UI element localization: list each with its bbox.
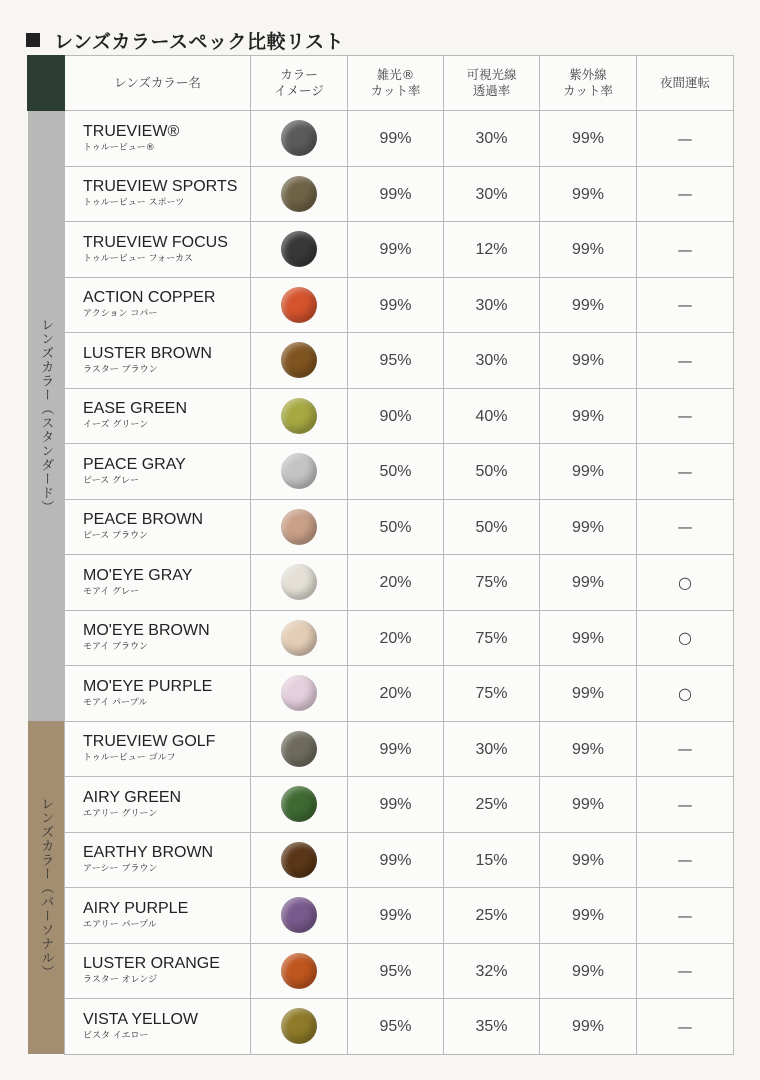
visible-transmittance-value: 50% [475,463,508,481]
group-label-text: レンズカラー（スタンダード） [38,318,54,514]
uv-cut-value: 99% [571,907,605,925]
group-label-personal [28,721,65,1054]
night-driving-cell [637,444,734,500]
lens-name-cell [65,721,251,777]
lens-spec-table [27,55,734,1055]
lens-name-cell [65,111,251,167]
visible-transmittance-value-cell [444,610,540,666]
uv-cut-value: 99% [571,407,605,425]
uv-cut-value-cell [540,166,637,222]
color-swatch [281,398,317,434]
uv-cut-value-cell [540,610,637,666]
glare-cut-value: 99% [379,185,412,203]
color-swatch [281,564,317,600]
visible-transmittance-value: 30% [475,352,508,370]
glare-cut-value: 99% [379,130,412,148]
visible-transmittance-value-cell [444,499,540,555]
lens-name-en: EASE GREEN [83,400,188,418]
visible-transmittance-value: 75% [475,574,508,592]
night-driving-value: ○ [678,572,692,592]
uv-cut-value: 99% [571,130,605,148]
uv-cut-value: 99% [571,463,605,481]
glare-cut-value: 20% [379,629,412,647]
color-image-cell [251,888,348,944]
visible-transmittance-value-cell [444,721,540,777]
lens-name-en: TRUEVIEW FOCUS [83,233,228,251]
color-image-cell [251,333,348,389]
color-image-cell [251,999,348,1055]
visible-transmittance-value-cell [444,555,540,611]
visible-transmittance-value-cell [444,333,540,389]
color-image-cell [251,777,348,833]
color-swatch [281,453,317,489]
uv-cut-value: 99% [571,352,605,370]
lens-name-cell [65,943,251,999]
lens-name-ja: エアリー グリーン [83,808,158,819]
night-driving-cell [637,999,734,1055]
night-driving-cell [637,166,734,222]
glare-cut-value: 95% [379,352,412,370]
uv-cut-value: 99% [571,518,605,536]
visible-transmittance-value-cell [444,444,540,500]
color-image-cell [251,832,348,888]
table-row [28,888,734,944]
lens-name-en: PEACE GRAY [83,455,186,473]
night-driving-cell [637,111,734,167]
glare-cut-value-cell [348,832,444,888]
uv-cut-value: 99% [571,962,605,980]
glare-cut-value-cell [348,166,444,222]
lens-name-ja: トゥルービュー スポーツ [83,198,185,209]
color-image-cell [251,499,348,555]
color-swatch [281,953,317,989]
table-body [28,111,734,1055]
table-row [28,555,734,611]
night-driving-cell [637,388,734,444]
lens-name-ja: エアリー パープル [83,919,157,930]
visible-transmittance-value: 30% [475,130,508,148]
table-row [28,832,734,888]
glare-cut-value-cell [348,943,444,999]
uv-cut-value: 99% [571,574,605,592]
color-image-cell [251,610,348,666]
color-image-cell [251,111,348,167]
uv-cut-value-cell [540,777,637,833]
header-glare-cut: 雑光® カット率 [348,56,444,111]
lens-name-en: TRUEVIEW SPORTS [83,178,238,196]
glare-cut-value: 99% [379,796,412,814]
night-driving-value: ○ [678,683,692,703]
header-color-image: カラー イメージ [251,56,348,111]
night-driving-value: — [677,185,693,204]
uv-cut-value: 99% [571,851,605,869]
glare-cut-value: 99% [379,296,412,314]
lens-name-en: MO'EYE GRAY [83,566,193,584]
visible-transmittance-value-cell [444,166,540,222]
visible-transmittance-value-cell [444,277,540,333]
night-driving-cell [637,555,734,611]
color-swatch [281,842,317,878]
glare-cut-value-cell [348,555,444,611]
glare-cut-value-cell [348,222,444,278]
table-row [28,721,734,777]
night-driving-value: — [677,351,693,370]
table-row [28,666,734,722]
lens-name-cell [65,277,251,333]
uv-cut-value: 99% [571,296,605,314]
visible-transmittance-value-cell [444,777,540,833]
color-image-cell [251,666,348,722]
lens-name-en: AIRY GREEN [83,788,182,806]
visible-transmittance-value-cell [444,888,540,944]
uv-cut-value-cell [540,943,637,999]
title-square-bullet [26,33,40,47]
uv-cut-value-cell [540,388,637,444]
glare-cut-value-cell [348,499,444,555]
glare-cut-value-cell [348,388,444,444]
visible-transmittance-value: 25% [475,907,508,925]
lens-name-en: EARTHY BROWN [83,844,214,862]
color-image-cell [251,388,348,444]
glare-cut-value: 50% [379,518,412,536]
lens-name-en: VISTA YELLOW [83,1010,199,1028]
lens-name-ja: モアイ ブラウン [83,642,149,653]
night-driving-value: — [677,129,693,148]
visible-transmittance-value-cell [444,388,540,444]
lens-name-ja: モアイ パープル [83,697,148,708]
glare-cut-value: 99% [379,851,412,869]
lens-name-cell [65,444,251,500]
glare-cut-value: 99% [379,241,412,259]
glare-cut-value-cell [348,777,444,833]
visible-transmittance-value: 30% [475,740,508,758]
uv-cut-value: 99% [571,1018,605,1036]
night-driving-value: — [677,518,693,537]
group-label-text: レンズカラー（パーソナル） [38,796,54,979]
glare-cut-value: 20% [379,685,412,703]
uv-cut-value-cell [540,333,637,389]
lens-name-en: PEACE BROWN [83,511,204,529]
visible-transmittance-value-cell [444,832,540,888]
night-driving-cell [637,721,734,777]
visible-transmittance-value: 32% [475,962,508,980]
header-color-name: レンズカラー名 [65,56,251,111]
night-driving-cell [637,888,734,944]
color-swatch [281,1008,317,1044]
glare-cut-value: 90% [379,407,412,425]
uv-cut-value: 99% [571,796,605,814]
visible-transmittance-value: 40% [475,407,508,425]
glare-cut-value-cell [348,277,444,333]
color-image-cell [251,943,348,999]
night-driving-value: — [677,962,693,981]
uv-cut-value-cell [540,832,637,888]
visible-transmittance-value: 35% [475,1018,508,1036]
visible-transmittance-value-cell [444,222,540,278]
uv-cut-value: 99% [571,629,605,647]
lens-name-ja: トゥルービュー ゴルフ [83,753,176,764]
color-swatch [281,176,317,212]
table-row [28,777,734,833]
lens-name-cell [65,499,251,555]
table-row [28,333,734,389]
lens-name-ja: アーシー ブラウン [83,864,158,875]
lens-name-cell [65,999,251,1055]
visible-transmittance-value: 15% [475,851,508,869]
lens-name-ja: ラスター ブラウン [83,364,158,375]
lens-name-en: LUSTER ORANGE [83,955,220,973]
glare-cut-value-cell [348,721,444,777]
visible-transmittance-value-cell [444,999,540,1055]
uv-cut-value-cell [540,721,637,777]
uv-cut-value-cell [540,222,637,278]
night-driving-value: — [677,906,693,925]
color-image-cell [251,555,348,611]
table-row [28,610,734,666]
color-swatch [281,509,317,545]
glare-cut-value-cell [348,610,444,666]
uv-cut-value: 99% [571,241,605,259]
lens-name-en: MO'EYE BROWN [83,622,210,640]
uv-cut-value-cell [540,999,637,1055]
night-driving-cell [637,499,734,555]
glare-cut-value-cell [348,333,444,389]
lens-name-en: MO'EYE PURPLE [83,677,213,695]
page-title [26,28,344,52]
glare-cut-value: 50% [379,463,412,481]
lens-name-ja: アクション コパー [83,309,158,320]
table-row [28,999,734,1055]
lens-name-en: TRUEVIEW® [83,122,180,140]
lens-name-cell [65,888,251,944]
glare-cut-value-cell [348,888,444,944]
lens-name-ja: ビスタ イエロー [83,1030,149,1041]
color-image-cell [251,166,348,222]
header-corner [28,56,65,111]
night-driving-cell [637,610,734,666]
lens-name-ja: トゥルービュー フォーカス [83,253,194,264]
lens-name-cell [65,832,251,888]
uv-cut-value-cell [540,499,637,555]
group-label-standard [28,111,65,722]
night-driving-value: ○ [678,628,692,648]
glare-cut-value-cell [348,999,444,1055]
color-image-cell [251,721,348,777]
color-swatch [281,675,317,711]
color-image-cell [251,277,348,333]
lens-name-cell [65,610,251,666]
uv-cut-value-cell [540,111,637,167]
glare-cut-value: 99% [379,740,412,758]
visible-transmittance-value: 12% [475,241,508,259]
night-driving-value: — [677,407,693,426]
lens-name-ja: トゥルービュー® [83,142,155,153]
night-driving-value: — [677,296,693,315]
glare-cut-value: 95% [379,962,412,980]
visible-transmittance-value-cell [444,111,540,167]
uv-cut-value-cell [540,555,637,611]
table-row [28,277,734,333]
color-swatch [281,620,317,656]
visible-transmittance-value: 25% [475,796,508,814]
header-row [28,56,734,111]
color-swatch [281,120,317,156]
table-row [28,943,734,999]
lens-name-ja: ラスター オレンジ [83,975,158,986]
visible-transmittance-value: 75% [475,685,508,703]
lens-name-cell [65,555,251,611]
lens-name-ja: イーズ グリーン [83,420,149,431]
lens-name-cell [65,222,251,278]
glare-cut-value: 99% [379,907,412,925]
uv-cut-value-cell [540,277,637,333]
visible-transmittance-value: 30% [475,296,508,314]
color-image-cell [251,444,348,500]
night-driving-cell [637,277,734,333]
night-driving-value: — [677,851,693,870]
visible-transmittance-value-cell [444,943,540,999]
night-driving-cell [637,333,734,389]
lens-name-cell [65,777,251,833]
night-driving-value: — [677,740,693,759]
lens-name-en: AIRY PURPLE [83,899,189,917]
night-driving-cell [637,222,734,278]
color-swatch [281,231,317,267]
table-row [28,499,734,555]
lens-name-ja: モアイ グレー [83,586,140,597]
color-swatch [281,342,317,378]
uv-cut-value-cell [540,444,637,500]
glare-cut-value: 20% [379,574,412,592]
color-swatch [281,731,317,767]
uv-cut-value: 99% [571,185,605,203]
lens-name-cell [65,388,251,444]
table-row [28,166,734,222]
header-night-driving: 夜間運転 [637,56,734,111]
night-driving-value: — [677,795,693,814]
lens-name-en: ACTION COPPER [83,289,216,307]
table-row [28,388,734,444]
lens-name-cell [65,333,251,389]
color-swatch [281,786,317,822]
lens-name-en: TRUEVIEW GOLF [83,733,216,751]
visible-transmittance-value: 30% [475,185,508,203]
visible-transmittance-value-cell [444,666,540,722]
glare-cut-value-cell [348,444,444,500]
night-driving-cell [637,666,734,722]
uv-cut-value-cell [540,888,637,944]
lens-name-cell [65,166,251,222]
color-swatch [281,287,317,323]
header-uv-cut: 紫外線 カット率 [540,56,637,111]
uv-cut-value: 99% [571,685,605,703]
night-driving-cell [637,832,734,888]
color-swatch [281,897,317,933]
visible-transmittance-value: 50% [475,518,508,536]
table-row [28,444,734,500]
lens-name-ja: ピース ブラウン [83,531,149,542]
table-row [28,111,734,167]
lens-name-en: LUSTER BROWN [83,344,212,362]
table-row [28,222,734,278]
visible-transmittance-value: 75% [475,629,508,647]
lens-name-cell [65,666,251,722]
glare-cut-value-cell [348,666,444,722]
uv-cut-value-cell [540,666,637,722]
uv-cut-value: 99% [571,740,605,758]
night-driving-cell [637,943,734,999]
header-visible-transmittance: 可視光線 透過率 [444,56,540,111]
glare-cut-value-cell [348,111,444,167]
lens-name-ja: ピース グレー [83,475,140,486]
night-driving-cell [637,777,734,833]
night-driving-value: — [677,240,693,259]
glare-cut-value: 95% [379,1018,412,1036]
title-text: レンズカラースペック比較リスト [54,30,345,53]
color-image-cell [251,222,348,278]
night-driving-value: — [677,1017,693,1036]
night-driving-value: — [677,462,693,481]
